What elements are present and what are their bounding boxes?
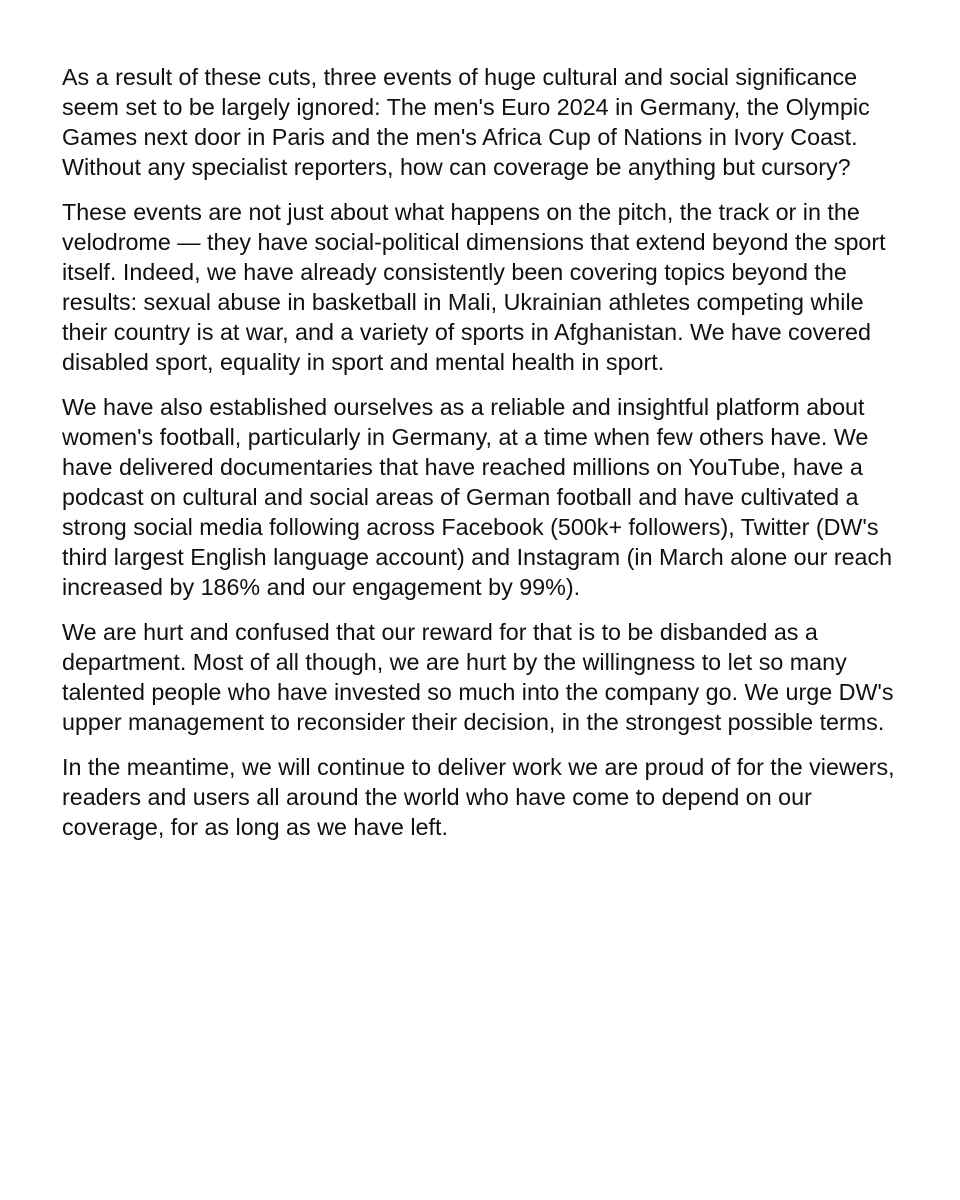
paragraph: These events are not just about what happens on the pitch, the track or in the velodrome — they have social-political dimensions that extend beyond the sport itself. Indeed, we have already consistently been covering topics beyond the results: sexual abuse in basketball in Mali, Ukrainian athletes competing while their country is at war, and a variety of sports in Afghanistan. We have covered disabled sport, equality in sport and mental health in sport. — [62, 199, 886, 375]
paragraph: As a result of these cuts, three events of huge cultural and social significance seem set to be largely ignored: The men's Euro 2024 in Germany, the Olympic Games next door in Paris and the men's Africa Cup of Nations in Ivory Coast. Without any specialist reporters, how can coverage be anything but cursory? — [62, 64, 870, 180]
paragraph: In the meantime, we will continue to deliver work we are proud of for the viewers, readers and users all around the world who have come to depend on our coverage, for as long as we have left. — [62, 754, 895, 840]
document-body — [62, 62, 912, 857]
paragraph: We are hurt and confused that our reward for that is to be disbanded as a department. Most of all though, we are hurt by the willingness to let so many talented people who have invested so much into the company go. We urge DW's upper management to reconsider their decision, in the strongest possible terms. — [62, 619, 894, 735]
paragraph: We have also established ourselves as a reliable and insightful platform about women's football, particularly in Germany, at a time when few others have. We have delivered documentaries that have reached millions on YouTube, have a podcast on cultural and social areas of German football and have cultivated a strong social media following across Facebook (500k+ followers), Twitter (DW's third largest English language account) and Instagram (in March alone our reach increased by 186% and our engagement by 99%). — [62, 394, 893, 600]
